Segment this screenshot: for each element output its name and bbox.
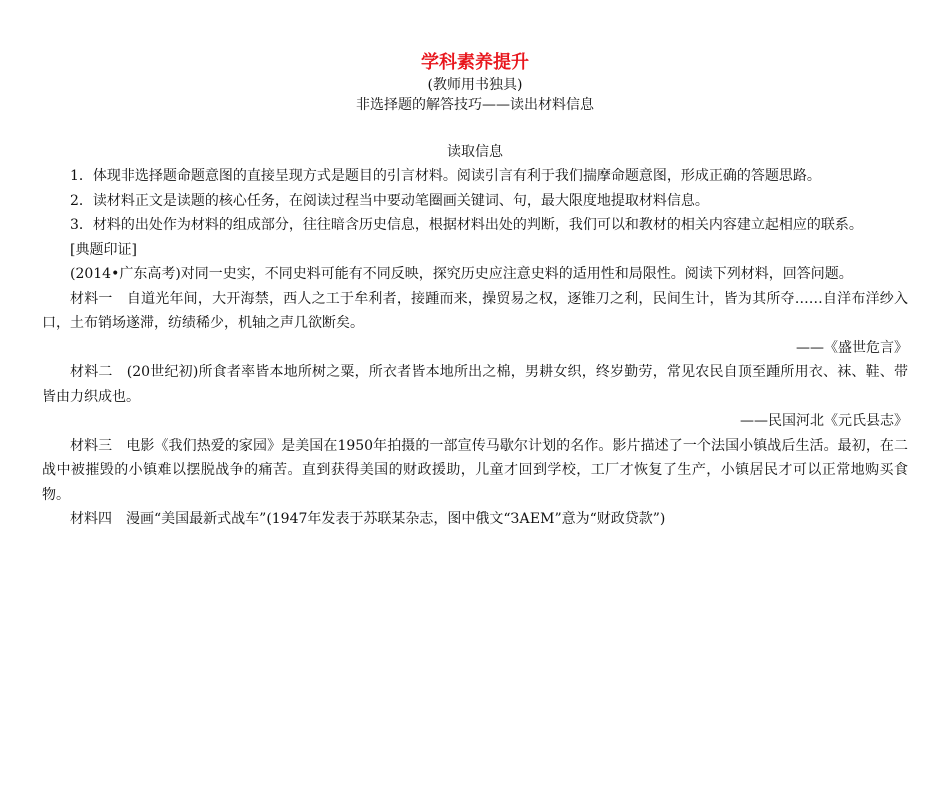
page-title: 学科素养提升 [421,52,529,73]
page-subtitle: (教师用书独具) [427,77,523,93]
topic-heading: 非选择题的解答技巧——读出材料信息 [356,97,594,113]
material-4: 材料四 漫画“美国最新式战车”(1947年发表于苏联某杂志，图中俄文“ЗАЕМ”意为“财政贷款”) [70,511,666,527]
material-1: 材料一 自道光年间，大开海禁，西人之工于牟利者，接踵而来，操贸易之权，逐锥刀之利，民间生计，皆为其所夺……自洋布洋纱入口，土布销场遂滞，纺绩稀少，机轴之声几欲断矣。 [42,290,908,331]
paragraph-tip-1: 1．体现非选择题命题意图的直接呈现方式是题目的引言材料。阅读引言有利于我们揣摩命题意图，形成正确的答题思路。 [70,168,821,184]
question-intro: (2014•广东高考)对同一史实，不同史料可能有不同反映，探究历史应注意史料的适用性和局限性。阅读下列材料，回答问题。 [70,266,853,282]
material-3: 材料三 电影《我们热爱的家园》是美国在1950年拍摄的一部宣传马歇尔计划的名作。影片描述了一个法国小镇战后生活。最初，在二战中被摧毁的小镇难以摆脱战争的痛苦。直到获得美国的财政援助，儿童才回到学校，工厂才恢复了生产，小镇居民才可以正常地购买食物。 [42,437,908,503]
example-label: [典题印证] [70,241,137,258]
paragraph-tip-2: 2．读材料正文是读题的核心任务，在阅读过程当中要动笔圈画关键词、句，最大限度地提取材料信息。 [70,192,709,209]
document-body [42,164,908,532]
material-1-source: ——《盛世危言》 [796,339,908,356]
material-2: 材料二 (20世纪初)所食者率皆本地所树之粟，所衣者皆本地所出之棉，男耕女织，终岁勤劳，常见农民自顶至踵所用衣、袜、鞋、带皆由力织成也。 [42,364,908,405]
section-heading: 读取信息 [447,144,503,160]
material-2-source: ——民国河北《元氏县志》 [740,413,908,429]
paragraph-tip-3: 3．材料的出处作为材料的组成部分，往往暗含历史信息，根据材料出处的判断，我们可以和教材的相关内容建立起相应的联系。 [70,217,863,233]
